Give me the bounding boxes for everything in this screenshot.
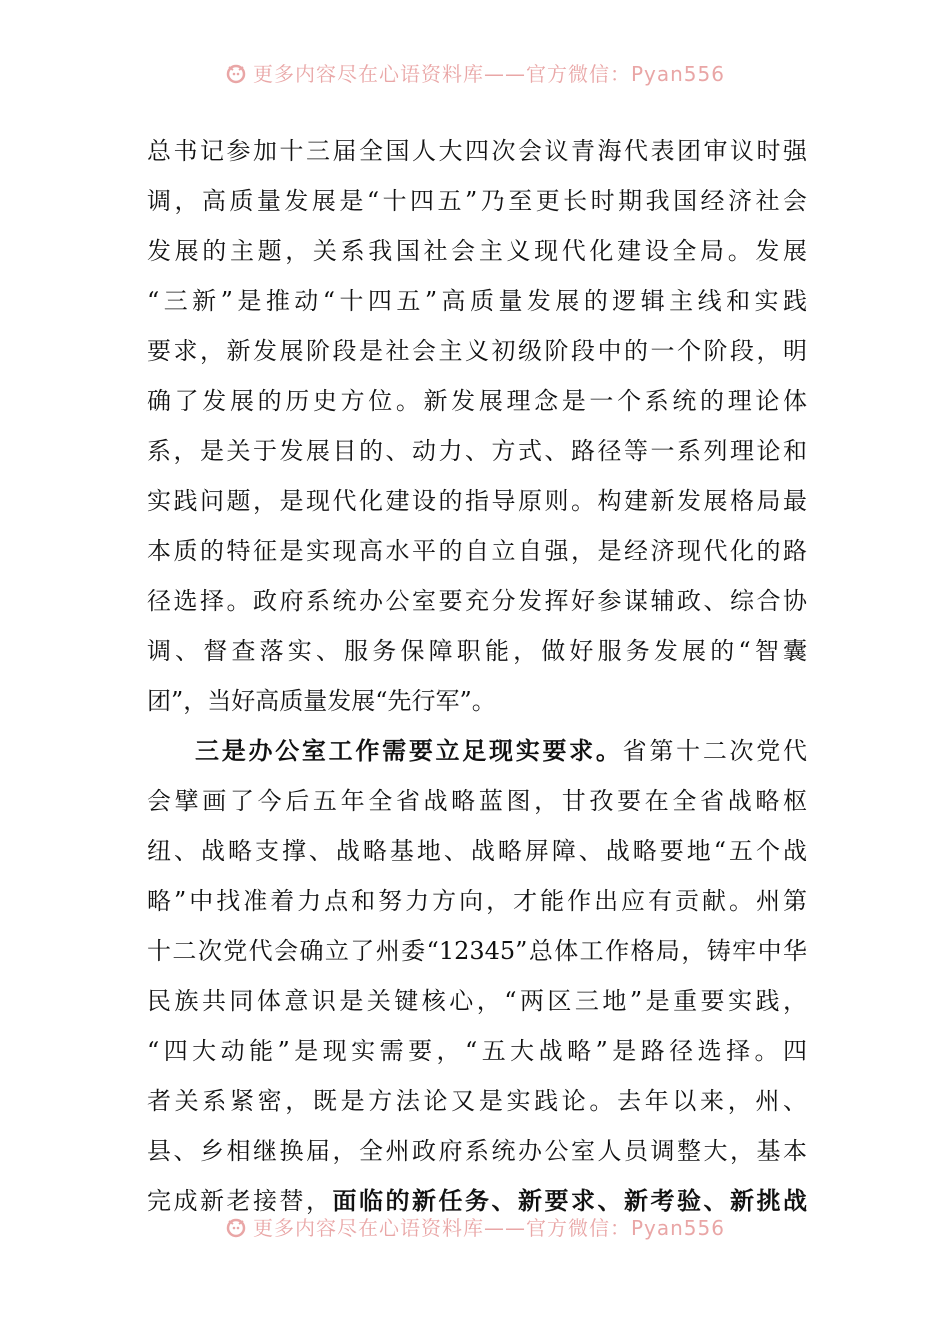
- text-line: 略”中找准着力点和努力方向，才能作出应有贡献。州第: [147, 887, 807, 915]
- text-line: 径选择。政府系统办公室要充分发挥好参谋辅政、综合协: [147, 587, 807, 615]
- cat-logo-icon: [225, 62, 247, 84]
- document-body: [147, 126, 807, 1226]
- text-line: “四大动能”是现实需要，“五大战略”是路径选择。四: [147, 1037, 807, 1065]
- text-emphasis: 面临的新任务、新要求、新考验、新挑战: [332, 1186, 807, 1215]
- text-line: 团”，当好高质量发展“先行军”。: [147, 687, 496, 715]
- paragraph-1: [147, 126, 807, 726]
- text-line: 县、乡相继换届，全州政府系统办公室人员调整大，基本: [147, 1137, 807, 1165]
- text-line: 调、督查落实、服务保障职能，做好服务发展的“智囊: [147, 637, 807, 665]
- text-line: 调，高质量发展是“十四五”乃至更长时期我国经济社会: [147, 187, 807, 215]
- text-line: 系，是关于发展目的、动力、方式、路径等一系列理论和: [147, 437, 807, 465]
- text-line: 会擘画了今后五年全省战略蓝图，甘孜要在全省战略枢: [147, 787, 807, 815]
- text-line: “三新”是推动“十四五”高质量发展的逻辑主线和实践: [147, 287, 807, 315]
- text-line: 者关系紧密，既是方法论又是实践论。去年以来，州、: [147, 1087, 807, 1115]
- text-line: 总书记参加十三届全国人大四次会议青海代表团审议时强: [147, 137, 807, 165]
- text-line-mixed: [147, 1176, 807, 1226]
- text-line: 实践问题，是现代化建设的指导原则。构建新发展格局最: [147, 487, 807, 515]
- paragraph-heading-line: [147, 726, 807, 776]
- text-line: 民族共同体意识是关键核心，“两区三地”是重要实践，: [147, 987, 807, 1015]
- text-line: 确了发展的历史方位。新发展理念是一个系统的理论体: [147, 387, 807, 415]
- text-normal: 完成新老接替，: [147, 1187, 333, 1215]
- text-line: 纽、战略支撑、战略基地、战略屏障、战略要地“五个战: [147, 837, 807, 865]
- paragraph-heading: 三是办公室工作需要立足现实要求。: [195, 736, 623, 765]
- watermark-top: [0, 52, 950, 86]
- text-line: 本质的特征是实现高水平的自立自强，是经济现代化的路: [147, 537, 807, 565]
- paragraph-2: [147, 726, 807, 1226]
- text-line: 发展的主题，关系我国社会主义现代化建设全局。发展: [147, 237, 807, 265]
- watermark-text: 更多内容尽在心语资料库——官方微信：Pyan556: [252, 1216, 725, 1240]
- text-line: 要求，新发展阶段是社会主义初级阶段中的一个阶段，明: [147, 337, 807, 365]
- heading-line-rest: 省第十二次党代: [622, 737, 807, 765]
- watermark-text: 更多内容尽在心语资料库——官方微信：Pyan556: [252, 62, 725, 86]
- text-line: 十二次党代会确立了州委“12345”总体工作格局，铸牢中华: [147, 937, 807, 965]
